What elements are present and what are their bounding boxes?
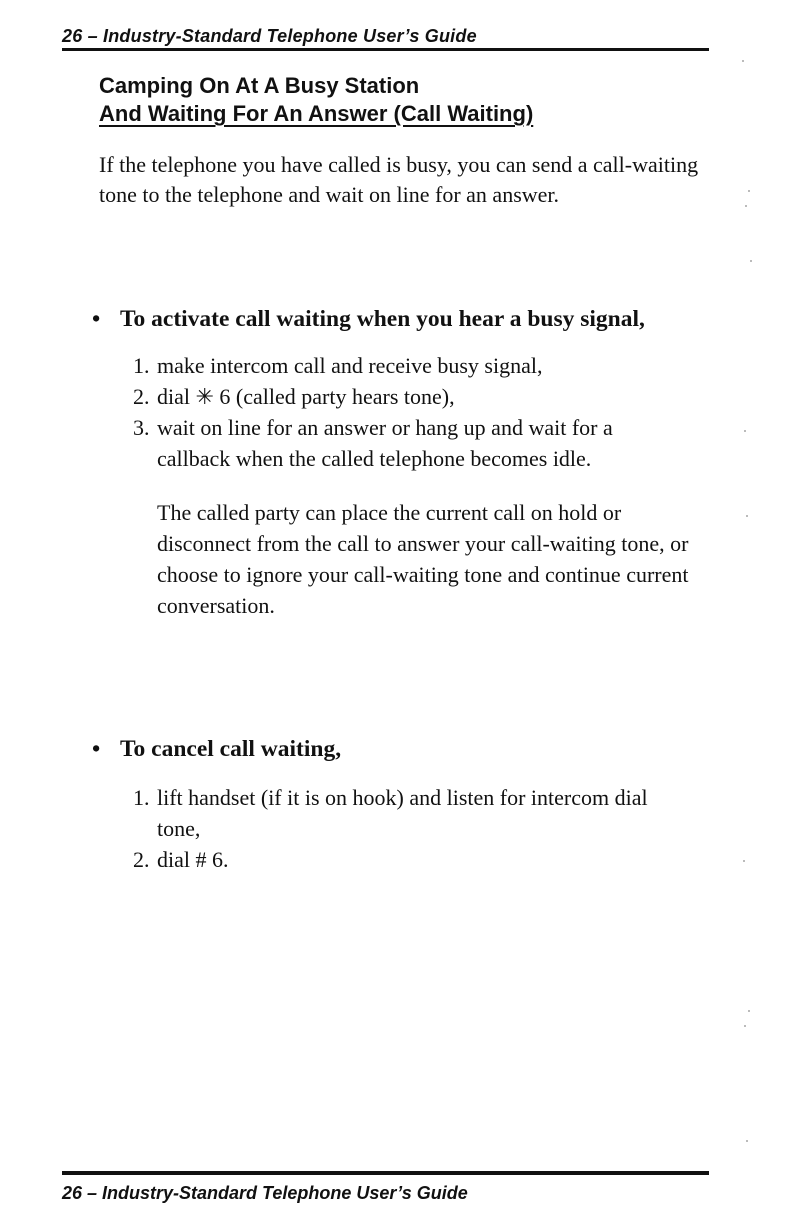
scan-speck [750,260,752,262]
step-text: make intercom call and receive busy signal, [157,353,543,378]
running-footer: 26 – Industry-Standard Telephone User’s Guide [62,1183,468,1203]
activate-heading-text: To activate call waiting when you hear a busy signal, [120,306,645,332]
step-text: lift handset (if it is on hook) and listen for intercom dial [157,785,648,810]
section-title-line-1: Camping On At A Busy Station [99,73,420,98]
step-text-continued: callback when the called telephone becomes idle. [157,446,592,471]
section-title-line-2: And Waiting For An Answer (Call Waiting) [99,101,534,126]
scan-speck [748,190,750,192]
scan-speck [744,430,746,432]
running-header: 26 – Industry-Standard Telephone User’s Guide [62,26,477,46]
step-number: 1. [133,353,150,378]
scan-speck [748,1010,750,1012]
scan-speck [745,205,747,207]
activate-steps [133,350,613,474]
step-number: 3. [133,415,150,440]
list-item [133,381,613,412]
list-item [133,350,613,381]
step-number: 2. [133,384,150,409]
step-text: dial ✳ 6 (called party hears tone), [157,384,455,409]
section-title [99,72,533,128]
list-item [133,412,613,474]
bullet-icon: • [92,306,101,332]
footer-rule [62,1171,709,1175]
step-text: dial # 6. [157,847,229,872]
scan-speck [746,1140,748,1142]
step-text: wait on line for an answer or hang up and wait for a [157,415,613,440]
scan-speck [744,1025,746,1027]
step-number: 2. [133,847,150,872]
cancel-heading-text: To cancel call waiting, [120,736,342,762]
list-item [133,844,648,875]
scan-speck [746,515,748,517]
cancel-heading [92,736,341,763]
call-waiting-note: The called party can place the current call on hold or disconnect from the call to answer your call-waiting tone, or choose to ignore your call-waiting tone and continue current conversation. [157,500,689,618]
step-text-continued: tone, [157,816,201,841]
cancel-steps [133,782,648,875]
intro-paragraph: If the telephone you have called is busy, you can send a call-waiting tone to the telephone and wait on line for an answer. [99,152,699,207]
scan-speck [742,60,744,62]
activate-heading [92,306,645,333]
header-rule [62,48,709,51]
scan-speck [743,860,745,862]
step-number: 1. [133,785,150,810]
bullet-icon: • [92,736,101,762]
list-item [133,782,648,844]
